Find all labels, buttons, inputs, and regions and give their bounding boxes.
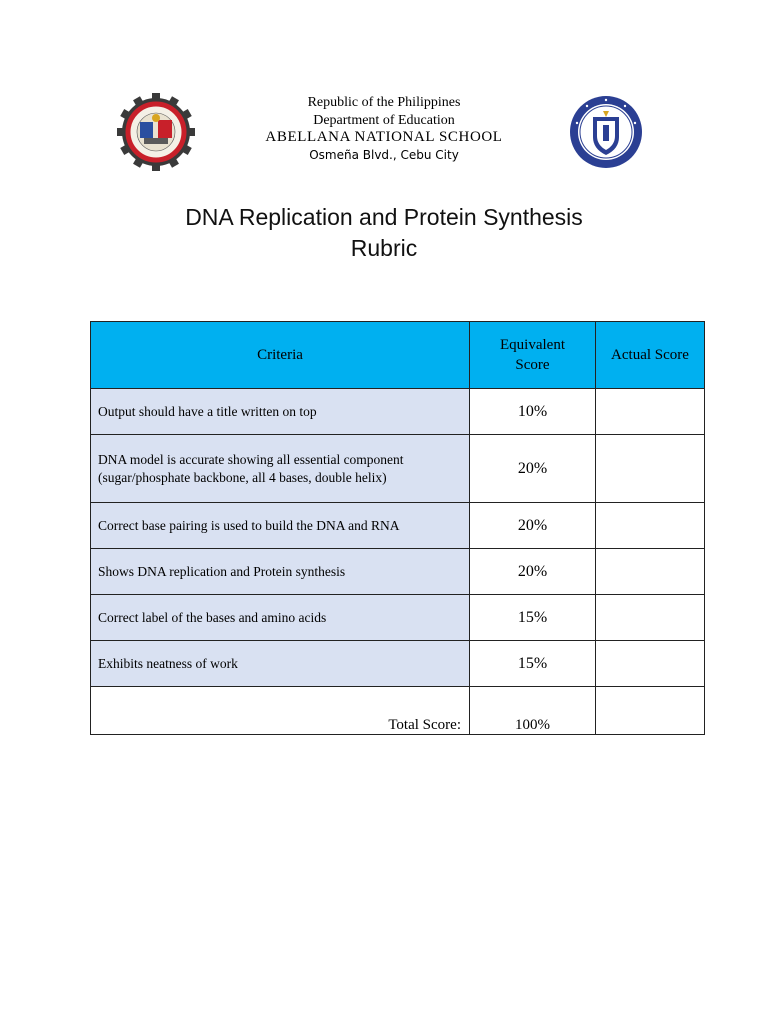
equivalent-score-cell: 10% <box>470 389 596 435</box>
abellana-school-seal-icon <box>116 92 196 172</box>
criteria-cell: Output should have a title written on top <box>91 389 470 435</box>
criteria-header: Criteria <box>91 322 470 389</box>
criteria-cell: Correct label of the bases and amino acids <box>91 595 470 641</box>
total-row <box>91 687 705 735</box>
actual-score-cell[interactable] <box>596 435 705 503</box>
actual-score-cell[interactable] <box>596 595 705 641</box>
total-actual-cell[interactable] <box>596 687 705 735</box>
document-title <box>0 202 768 264</box>
total-label-cell <box>91 687 470 735</box>
actual-score-header: Actual Score <box>596 322 705 389</box>
total-label: Total Score: <box>388 717 461 733</box>
criteria-cell: Shows DNA replication and Protein synthesis <box>91 549 470 595</box>
equivalent-score-header <box>470 322 596 389</box>
department-line: Department of Education <box>313 112 455 128</box>
criteria-cell: Correct base pairing is used to build the DNA and RNA <box>91 503 470 549</box>
equivalent-header-line-1: Equivalent <box>500 337 565 353</box>
title-line-1: DNA Replication and Protein Synthesis <box>185 204 583 230</box>
equivalent-score-cell: 15% <box>470 595 596 641</box>
letterhead-text <box>230 94 538 164</box>
criteria-line-1: DNA model is accurate showing all essential component <box>98 451 404 467</box>
equivalent-score-cell: 15% <box>470 641 596 687</box>
total-value-cell <box>470 687 596 735</box>
table-header-row <box>91 322 705 389</box>
rubric-table <box>90 321 705 735</box>
criteria-cell <box>91 435 470 503</box>
actual-score-cell[interactable] <box>596 503 705 549</box>
school-name: ABELLANA NATIONAL SCHOOL <box>265 129 503 145</box>
republic-line: Republic of the Philippines <box>307 95 461 110</box>
letterhead <box>0 92 768 172</box>
total-value: 100% <box>515 717 550 733</box>
table-row <box>91 435 705 503</box>
criteria-line-2: (sugar/phosphate backbone, all 4 bases, double helix) <box>98 469 387 485</box>
equivalent-score-cell: 20% <box>470 435 596 503</box>
table-row <box>91 641 705 687</box>
school-address: Osmeña Blvd., Cebu City <box>309 147 459 162</box>
table-row <box>91 549 705 595</box>
actual-score-cell[interactable] <box>596 549 705 595</box>
equivalent-score-cell: 20% <box>470 549 596 595</box>
table-row <box>91 595 705 641</box>
table-row <box>91 503 705 549</box>
title-line-2: Rubric <box>350 235 418 261</box>
equivalent-header-line-2: Score <box>515 357 550 373</box>
equivalent-score-cell: 20% <box>470 503 596 549</box>
deped-seal-icon <box>569 95 643 169</box>
actual-score-cell[interactable] <box>596 389 705 435</box>
actual-score-cell[interactable] <box>596 641 705 687</box>
table-row <box>91 389 705 435</box>
criteria-cell: Exhibits neatness of work <box>91 641 470 687</box>
